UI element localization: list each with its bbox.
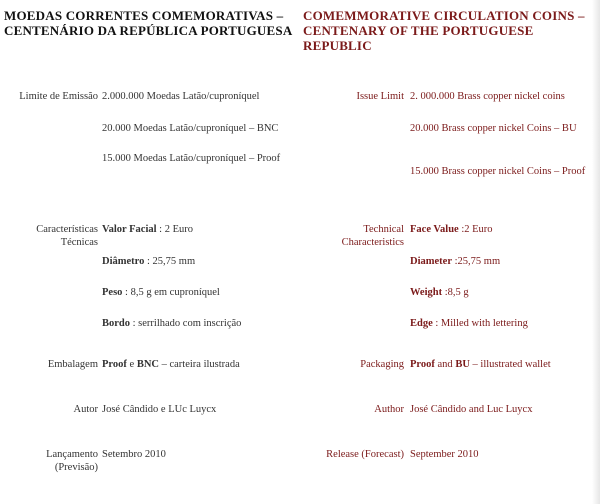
pt-diam-key: Diâmetro	[102, 256, 145, 267]
en-edge-key: Edge	[410, 318, 433, 329]
pt-pack-key2: BNC	[136, 359, 159, 370]
pt-diameter	[102, 255, 298, 268]
pt-limit-item: 15.000 Moedas Latão/cuproníquel – Proof	[102, 153, 281, 164]
en-diam-val: :25,75 mm	[451, 256, 501, 267]
en-author-label: Author	[374, 404, 404, 415]
pt-weight	[102, 286, 298, 299]
en-pack-key: Proof	[410, 359, 435, 370]
english-title: COMEMMORATIVE CIRCULATION COINS – CENTENARY OF THE PORTUGUESE REPUBLIC	[303, 8, 585, 53]
pt-technical-label: Características Técnicas	[36, 224, 98, 248]
en-weight-val: :8,5 g	[442, 287, 469, 298]
en-author-value: José Cândido and Luc Luycx	[410, 404, 533, 415]
pt-release-label: Lançamento (Previsão)	[46, 449, 98, 473]
pt-packaging-value	[102, 358, 298, 371]
pt-edge-val: : serrilhado com inscrição	[130, 318, 242, 329]
en-edge-val: : Milled with lettering	[432, 318, 528, 329]
en-edge	[410, 317, 590, 330]
page-right-shadow	[592, 0, 600, 504]
en-limit-item: 20.000 Brass copper nickel Coins – BU	[410, 123, 577, 134]
en-pack-mid: and	[434, 359, 456, 370]
en-technical-label: Technical Characteristics	[341, 224, 404, 248]
pt-pack-key: Proof	[102, 359, 127, 370]
pt-packaging-label: Embalagem	[47, 359, 98, 370]
pt-pack-mid: e	[126, 359, 137, 370]
en-face-val: :2 Euro	[458, 224, 493, 235]
en-pack-key2: BU	[455, 359, 470, 370]
portuguese-title: MOEDAS CORRENTES COMEMORATIVAS – CENTENÁRIO DA REPÚBLICA PORTUGUESA	[4, 8, 293, 38]
pt-weight-key: Peso	[102, 287, 123, 298]
en-packaging-label: Packaging	[360, 359, 404, 370]
en-limit-item: 15.000 Brass copper nickel Coins – Proof	[410, 166, 586, 177]
en-packaging-value	[410, 358, 590, 371]
pt-face-val: : 2 Euro	[156, 224, 193, 235]
en-weight	[410, 286, 590, 299]
en-diameter	[410, 255, 590, 268]
en-pack-val: – illustrated wallet	[469, 359, 551, 370]
en-release-value: September 2010	[410, 449, 479, 460]
pt-edge-key: Bordo	[102, 318, 131, 329]
pt-release-value: Setembro 2010	[102, 449, 166, 460]
en-weight-key: Weight	[410, 287, 443, 298]
pt-edge	[102, 317, 298, 330]
pt-face-key: Valor Facial	[102, 224, 157, 235]
pt-limit-item: 2.000.000 Moedas Latão/cuproníquel	[102, 91, 260, 102]
en-face-key: Face Value	[410, 224, 459, 235]
pt-face-value	[102, 223, 298, 236]
pt-author-value: José Cândido e LUc Luycx	[102, 404, 217, 415]
en-release-label: Release (Forecast)	[326, 449, 404, 460]
pt-pack-val: – carteira ilustrada	[158, 359, 240, 370]
pt-diam-val: : 25,75 mm	[144, 256, 196, 267]
en-diam-key: Diameter	[410, 256, 452, 267]
pt-issue-limit-label: Limite de Emissão	[19, 91, 98, 102]
en-limit-item: 2. 000.000 Brass copper nickel coins	[410, 91, 565, 102]
en-issue-limit-label: Issue Limit	[356, 91, 404, 102]
pt-author-label: Autor	[73, 404, 98, 415]
pt-weight-val: : 8,5 g em cuproníquel	[122, 287, 220, 298]
pt-limit-item: 20.000 Moedas Latão/cuproníquel – BNC	[102, 123, 279, 134]
en-face-value	[410, 223, 590, 236]
